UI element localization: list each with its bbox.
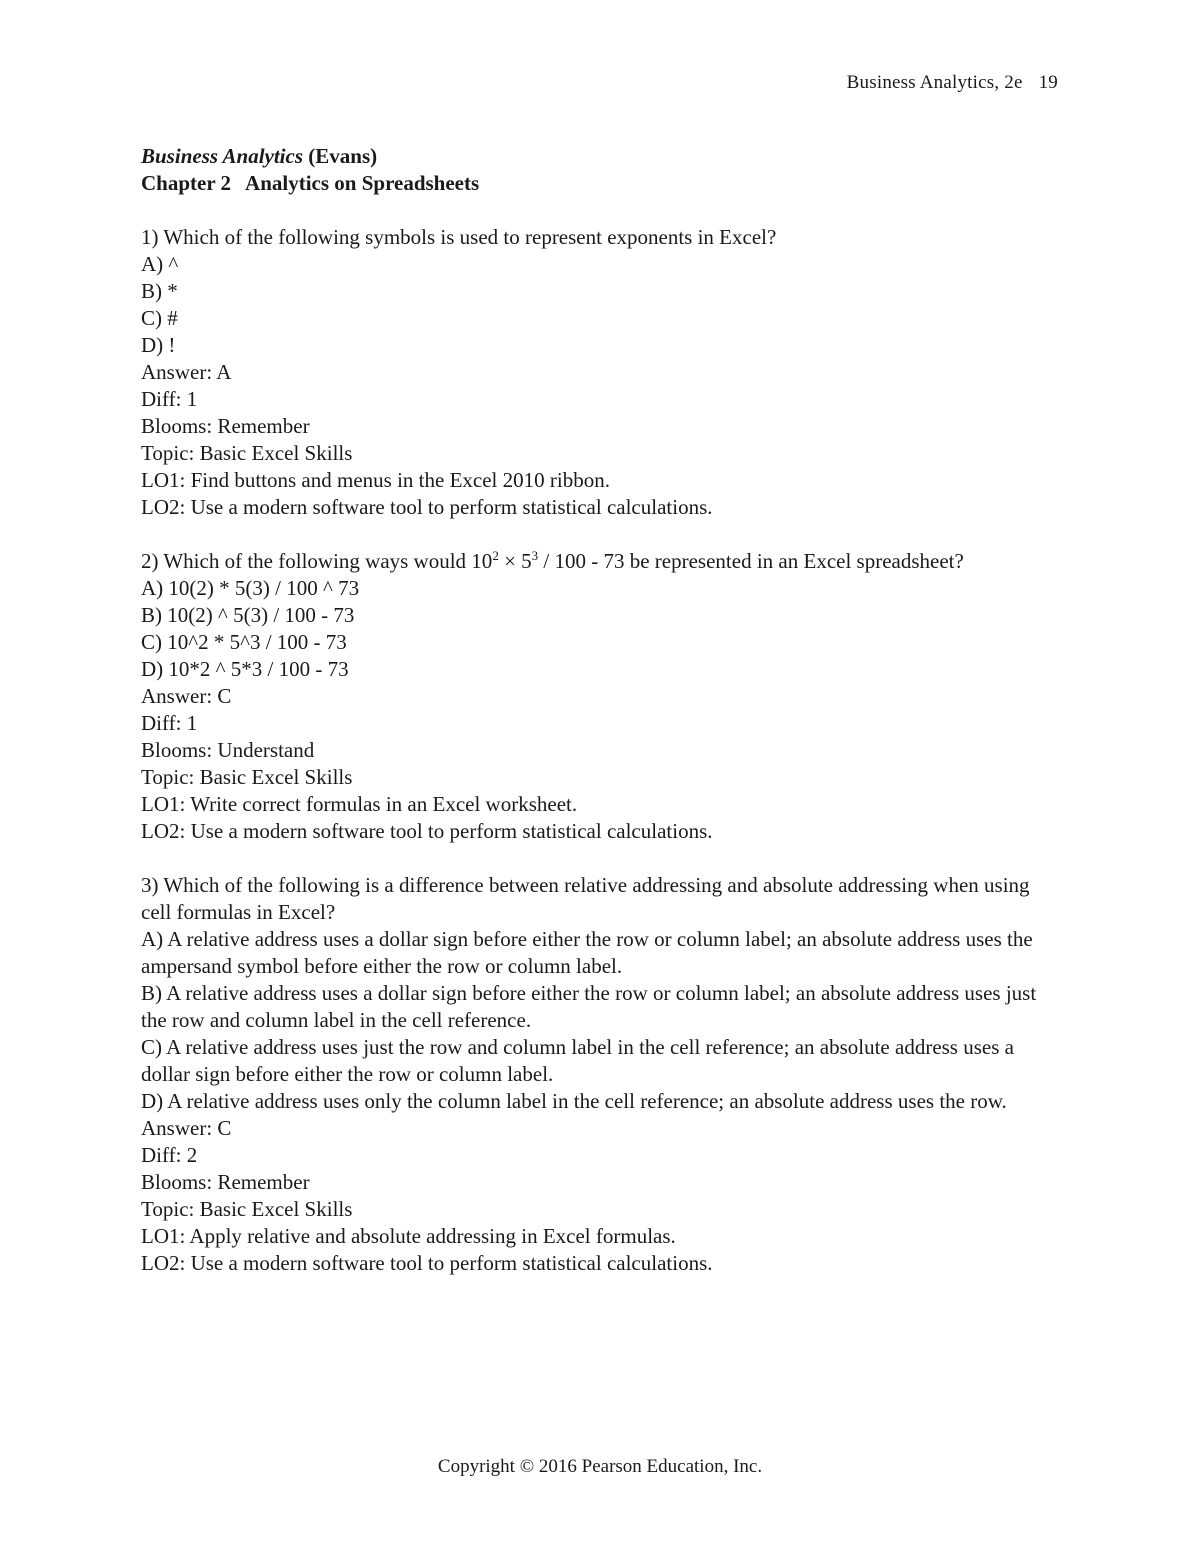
question-3 <box>141 872 1061 1277</box>
exponent-3: 3 <box>531 548 539 563</box>
answer: Answer: C <box>141 684 232 708</box>
question-2 <box>141 548 1061 845</box>
answer: Answer: A <box>141 360 232 384</box>
exponent-2: 2 <box>492 548 499 563</box>
option-a: A) 10(2) * 5(3) / 100 ^ 73 <box>141 576 360 600</box>
option-c: C) A relative address uses just the row and column label in the cell reference; an absolute address uses a dollar sign before either the row or column label. <box>141 1035 1014 1086</box>
page-number: 19 <box>1038 72 1058 93</box>
stem-part-1: 2) Which of the following ways would 10 <box>141 549 493 573</box>
option-a: A) A relative address uses a dollar sign before either the row or column label; an absolute address uses the ampersand symbol before either the row or column label. <box>141 927 1033 978</box>
option-c: C) 10^2 * 5^3 / 100 - 73 <box>141 630 347 654</box>
option-d: D) 10*2 ^ 5*3 / 100 - 73 <box>141 657 349 681</box>
page-content <box>141 143 1061 1277</box>
difficulty: Diff: 2 <box>141 1143 198 1167</box>
difficulty: Diff: 1 <box>141 711 198 735</box>
book-author: (Evans) <box>308 144 378 168</box>
option-a: A) ^ <box>141 252 179 276</box>
blooms-level: Blooms: Understand <box>141 738 315 762</box>
difficulty: Diff: 1 <box>141 387 198 411</box>
learning-objective-1: LO1: Write correct formulas in an Excel worksheet. <box>141 792 578 816</box>
topic: Topic: Basic Excel Skills <box>141 441 353 465</box>
option-b: B) * <box>141 279 178 303</box>
topic: Topic: Basic Excel Skills <box>141 765 353 789</box>
running-header <box>847 72 1058 94</box>
learning-objective-2: LO2: Use a modern software tool to perform statistical calculations. <box>141 1251 713 1275</box>
learning-objective-2: LO2: Use a modern software tool to perform statistical calculations. <box>141 819 713 843</box>
book-title-line <box>141 143 1061 170</box>
book-title: Business Analytics <box>141 144 304 168</box>
learning-objective-1: LO1: Apply relative and absolute addressing in Excel formulas. <box>141 1224 676 1248</box>
learning-objective-1: LO1: Find buttons and menus in the Excel 2010 ribbon. <box>141 468 610 492</box>
chapter-label: Chapter 2 <box>141 171 232 195</box>
question-stem: 1) Which of the following symbols is used to represent exponents in Excel? <box>141 225 777 249</box>
learning-objective-2: LO2: Use a modern software tool to perform statistical calculations. <box>141 495 713 519</box>
stem-part-3: / 100 - 73 be represented in an Excel spreadsheet? <box>538 549 964 573</box>
copyright-footer: Copyright © 2016 Pearson Education, Inc. <box>437 1456 763 1477</box>
blooms-level: Blooms: Remember <box>141 414 310 438</box>
chapter-title-line <box>141 170 1061 197</box>
option-d: D) A relative address uses only the column label in the cell reference; an absolute address uses the row. <box>141 1089 1007 1113</box>
question-stem: 3) Which of the following is a difference between relative addressing and absolute addressing when using cell formulas in Excel? <box>141 873 1030 924</box>
blooms-level: Blooms: Remember <box>141 1170 310 1194</box>
stem-part-2: × 5 <box>498 549 532 573</box>
chapter-name: Analytics on Spreadsheets <box>245 171 480 195</box>
option-d: D) ! <box>141 333 176 357</box>
option-b: B) 10(2) ^ 5(3) / 100 - 73 <box>141 603 355 627</box>
question-stem <box>141 548 1061 575</box>
question-1 <box>141 224 1061 521</box>
option-b: B) A relative address uses a dollar sign before either the row or column label; an absolute address uses just the row and column label in the cell reference. <box>141 981 1037 1032</box>
topic: Topic: Basic Excel Skills <box>141 1197 353 1221</box>
answer: Answer: C <box>141 1116 232 1140</box>
option-c: C) # <box>141 306 178 330</box>
running-title: Business Analytics, 2e <box>846 72 1023 93</box>
